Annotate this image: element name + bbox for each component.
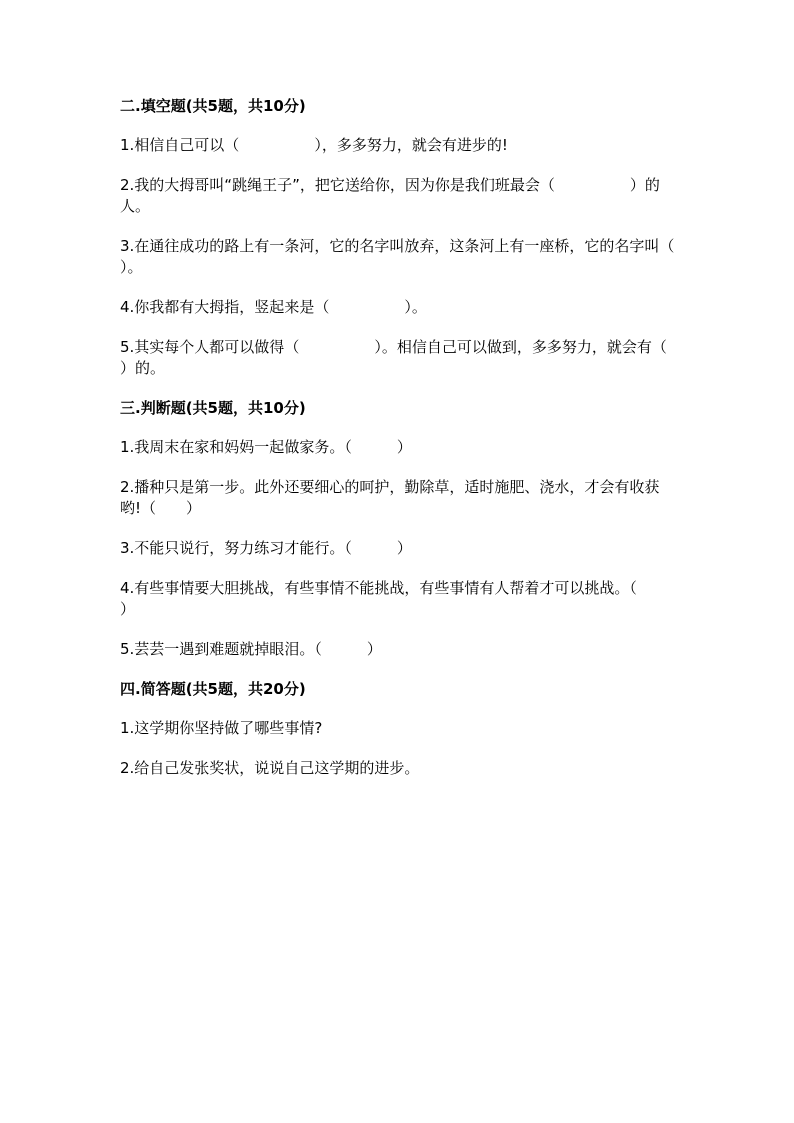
question-item: 4.你我都有大拇指，竖起来是（ ）。 [120, 298, 427, 316]
question-item: 1.这学期你坚持做了哪些事情? [120, 719, 323, 737]
question-item: 2.播种只是第一步。此外还要细心的呵护，勤除草，适时施肥、浇水，才会有收获哟!（ ） [120, 478, 660, 517]
question-item: 3.不能只说行，努力练习才能行。（ ） [120, 539, 412, 557]
section-fill-in-blank [120, 96, 750, 379]
question-item: 5.芸芸一遇到难题就掉眼泪。（ ） [120, 640, 382, 658]
section-true-false [120, 398, 682, 660]
section-short-answer [120, 679, 676, 779]
question-item: 1.相信自己可以（ ），多多努力，就会有进步的! [120, 136, 508, 154]
question-item: 5.其实每个人都可以做得（ ）。相信自己可以做到，多多努力，就会有（ ）的。 [120, 338, 742, 377]
question-item: 4.有些事情要大胆挑战，有些事情不能挑战，有些事情有人帮着才可以挑战。（ ） [120, 579, 682, 618]
question-item: 2.我的大拇哥叫“跳绳王子”，把它送给你，因为你是我们班最会（ ）的人。 [120, 176, 660, 215]
question-item: 2.给自己发张奖状，说说自己这学期的进步。 [120, 759, 420, 777]
question-item: 3.在通往成功的路上有一条河，它的名字叫放弃，这条河上有一座桥，它的名字叫（ ）。 [120, 237, 750, 276]
section-title: 三.判断题(共5题，共10分) [120, 399, 306, 417]
question-item: 1.我周末在家和妈妈一起做家务。（ ） [120, 438, 412, 456]
section-title: 四.简答题(共5题，共20分) [120, 680, 306, 698]
exam-content [120, 96, 750, 798]
section-title: 二.填空题(共5题，共10分) [120, 97, 306, 115]
